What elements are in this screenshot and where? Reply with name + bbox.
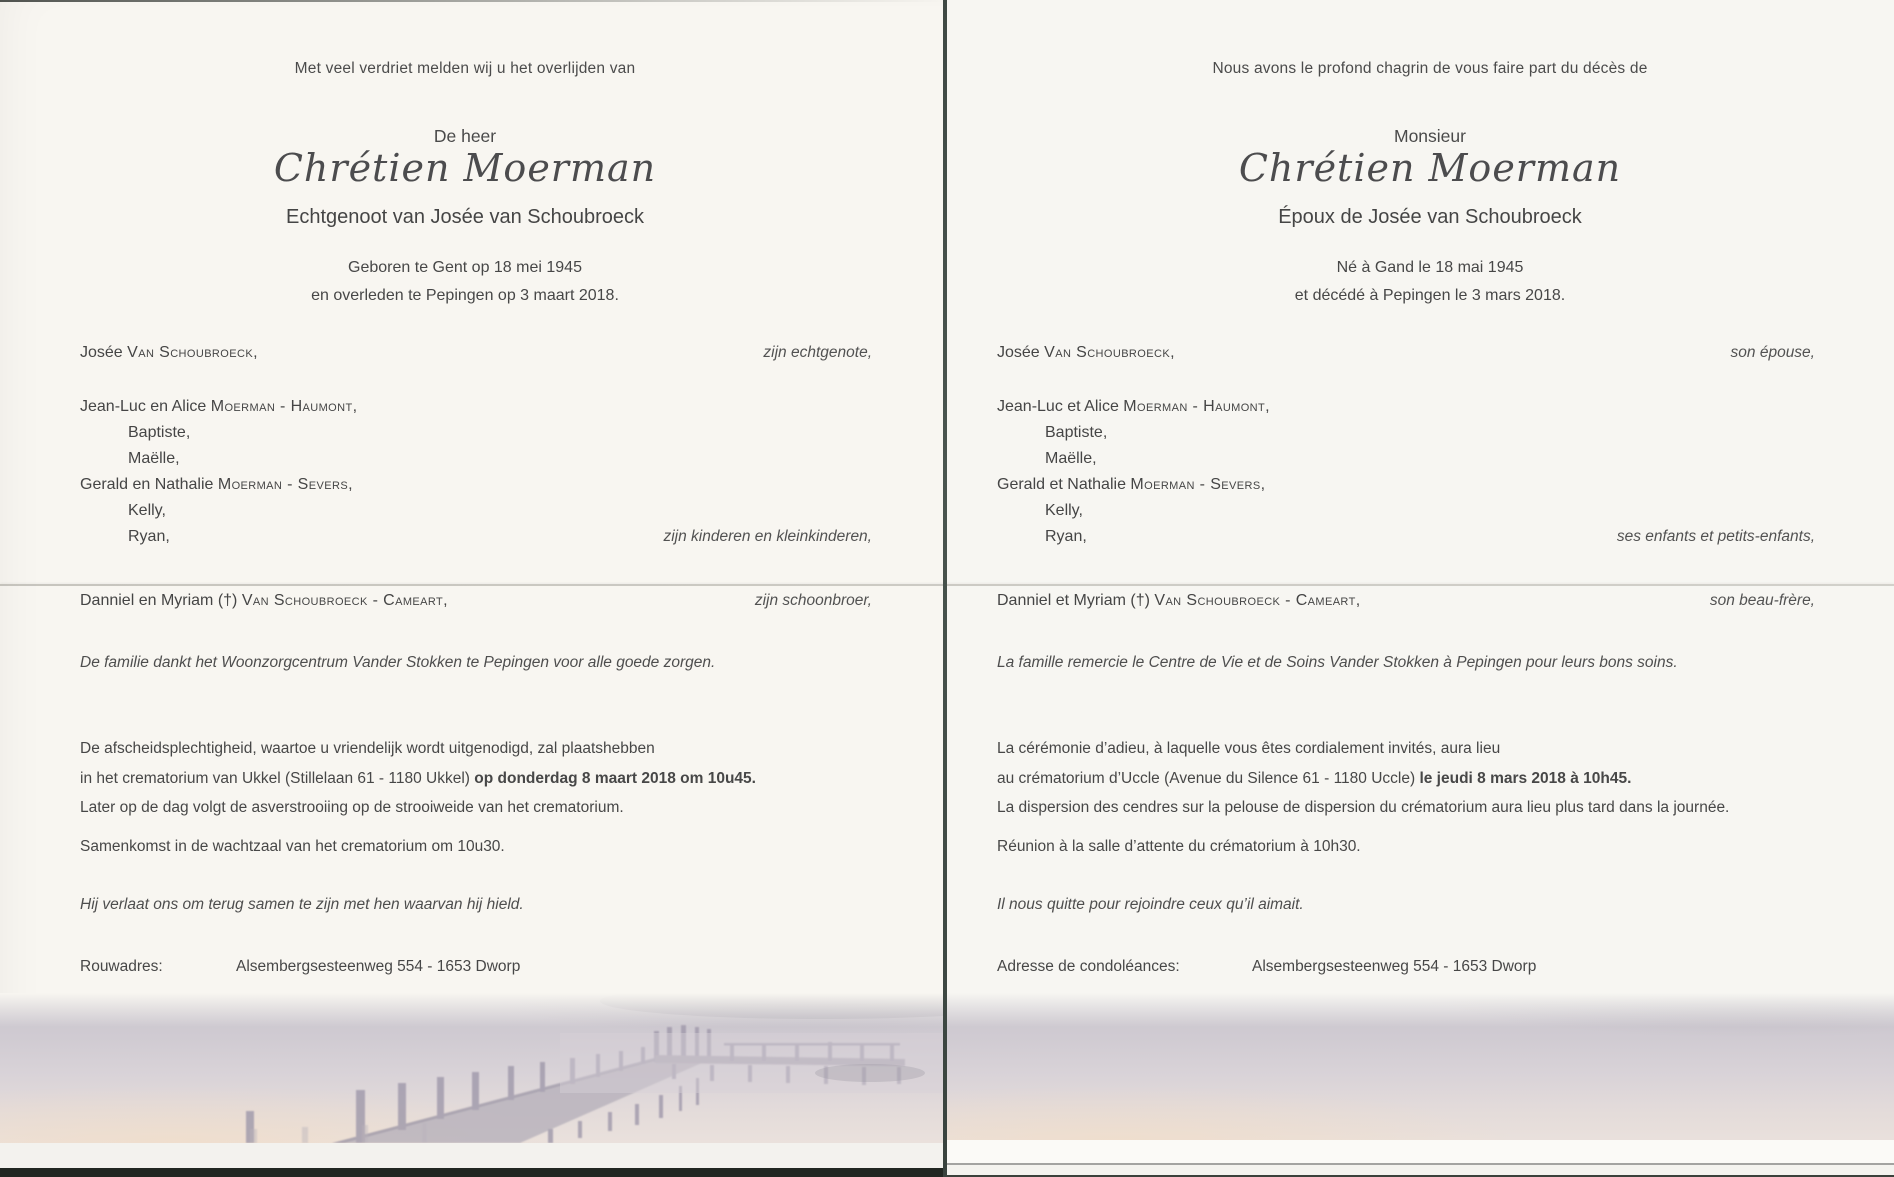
meeting-line: Réunion à la salle d’attente du crématorium à 10h30.	[997, 838, 1361, 855]
family-row	[80, 398, 872, 416]
card-bottom-margin	[0, 1143, 947, 1168]
farewell-line: Il nous quitte pour rejoindre ceux qu’il aimait.	[997, 896, 1304, 913]
relation-label: zijn kinderen en kleinkinderen,	[663, 528, 872, 545]
address-value: Alsembergsesteenweg 554 - 1653 Dworp	[1252, 958, 1537, 975]
spouse-line: Époux de Josée van Schoubroeck	[1278, 206, 1582, 228]
family-row-brother-in-law	[997, 592, 1815, 610]
life-dates	[0, 254, 930, 310]
family-names: Ryan,	[1045, 528, 1087, 545]
family-row-grandchild	[80, 424, 872, 442]
family-row-spouse	[997, 344, 1815, 362]
family-names: Gerald et Nathalie Moerman - Severs,	[997, 476, 1266, 493]
intro-line: Met veel verdriet melden wij u het overlijden van	[294, 60, 636, 77]
scan-top-edge	[0, 0, 947, 2]
meeting-line: Samenkomst in de wachtzaal van het crematorium om 10u30.	[80, 838, 505, 855]
family-names: Kelly,	[1045, 502, 1083, 519]
family-names: Baptiste,	[128, 424, 191, 441]
family-row	[997, 476, 1815, 494]
ceremony-line-1: La cérémonie d’adieu, à laquelle vous êtes cordialement invités, aura lieu	[997, 740, 1501, 757]
family-list	[80, 344, 872, 558]
family-names: Jean-Luc et Alice Moerman - Haumont,	[997, 398, 1270, 415]
birth-line: Geboren te Gent op 18 mei 1945	[348, 259, 582, 276]
ceremony-datetime: le jeudi 8 mars 2018 à 10h45.	[1419, 769, 1632, 787]
family-row-grandchild	[80, 528, 872, 546]
deceased-name: Chrétien Moerman	[273, 146, 657, 190]
ceremony-line-3: Later op de dag volgt de asverstrooiing op de strooiweide van het crematorium.	[80, 799, 624, 816]
family-row-spouse	[80, 344, 872, 362]
death-line: et décédé à Pepingen le 3 mars 2018.	[1294, 287, 1566, 304]
family-row-grandchild	[997, 424, 1815, 442]
spouse-line: Echtgenoot van Josée van Schoubroeck	[285, 206, 645, 228]
thanks-line: De familie dankt het Woonzorgcentrum Vander Stokken te Pepingen voor alle goede zorgen.	[80, 654, 716, 671]
ceremony-line-1: De afscheidsplechtigheid, waartoe u vriendelijk wordt uitgenodigd, zal plaatshebben	[80, 740, 655, 757]
relation-label: son beau-frère,	[1709, 592, 1815, 609]
family-row-grandchild	[997, 528, 1815, 546]
family-row	[80, 476, 872, 494]
ceremony-line-2: in het crematorium van Ukkel (Stillelaan 61 - 1180 Ukkel) op donderdag 8 maart 2018 om 10u45.	[80, 769, 756, 787]
ceremony-line-3: La dispersion des cendres sur la pelouse de dispersion du crématorium aura lieu plus tard dans la journée.	[997, 799, 1730, 816]
relation-label: zijn schoonbroer,	[754, 592, 872, 609]
address-value: Alsembergsesteenweg 554 - 1653 Dworp	[236, 958, 521, 975]
family-names: Baptiste,	[1045, 424, 1108, 441]
family-names: Maëlle,	[128, 450, 180, 467]
family-row	[997, 398, 1815, 416]
family-names: Danniel et Myriam (†) Van Schoubroeck - Cameart,	[997, 592, 1361, 609]
fold-crease	[0, 584, 1894, 586]
thanks-line: La famille remercie le Centre de Vie et de Soins Vander Stokken à Pepingen pour leurs bons soins.	[997, 654, 1678, 671]
address-label: Rouwadres:	[80, 958, 163, 975]
family-row-grandchild	[997, 450, 1815, 468]
ceremony-paragraph	[997, 734, 1729, 823]
relation-label: ses enfants et petits-enfants,	[1616, 528, 1815, 545]
photo-top-fade	[0, 993, 947, 1027]
family-names: Ryan,	[128, 528, 170, 545]
address-row	[997, 958, 1536, 976]
address-row	[80, 958, 520, 976]
deceased-name: Chrétien Moerman	[1238, 146, 1622, 190]
family-names: Maëlle,	[1045, 450, 1097, 467]
ceremony-paragraph	[80, 734, 756, 823]
family-names: Josée Van Schoubroeck,	[80, 344, 258, 361]
photo-top-fade	[947, 993, 1894, 1027]
life-dates	[983, 254, 1877, 310]
relation-label: zijn echtgenote,	[763, 344, 872, 361]
family-names: Jean-Luc en Alice Moerman - Haumont,	[80, 398, 358, 415]
honorific: Monsieur	[1394, 126, 1466, 146]
farewell-line: Hij verlaat ons om terug samen te zijn met hen waarvan hij hield.	[80, 896, 524, 913]
card-bottom-margin	[947, 1140, 1894, 1163]
family-row-brother-in-law	[80, 592, 872, 610]
family-list	[997, 344, 1815, 558]
family-names: Danniel en Myriam (†) Van Schoubroeck - Cameart,	[80, 592, 448, 609]
family-names: Josée Van Schoubroeck,	[997, 344, 1175, 361]
panel-seam	[943, 0, 947, 1177]
birth-line: Né à Gand le 18 mai 1945	[1336, 259, 1524, 276]
honorific: De heer	[433, 126, 497, 146]
family-row-grandchild	[997, 502, 1815, 520]
right-panel-french	[947, 0, 1894, 1177]
relation-label: son épouse,	[1730, 344, 1815, 361]
scan-edge-strip	[0, 1168, 947, 1177]
ceremony-line-2: au crématorium d’Uccle (Avenue du Silence 61 - 1180 Uccle) le jeudi 8 mars 2018 à 10h45.	[997, 769, 1632, 787]
address-label: Adresse de condoléances:	[997, 958, 1180, 975]
family-row-grandchild	[80, 450, 872, 468]
ceremony-datetime: op donderdag 8 maart 2018 om 10u45.	[474, 769, 756, 787]
intro-line: Nous avons le profond chagrin de vous faire part du décès de	[1212, 60, 1648, 77]
death-line: en overleden te Pepingen op 3 maart 2018.	[311, 287, 619, 304]
family-names: Gerald en Nathalie Moerman - Severs,	[80, 476, 353, 493]
family-names: Kelly,	[128, 502, 166, 519]
family-row-grandchild	[80, 502, 872, 520]
